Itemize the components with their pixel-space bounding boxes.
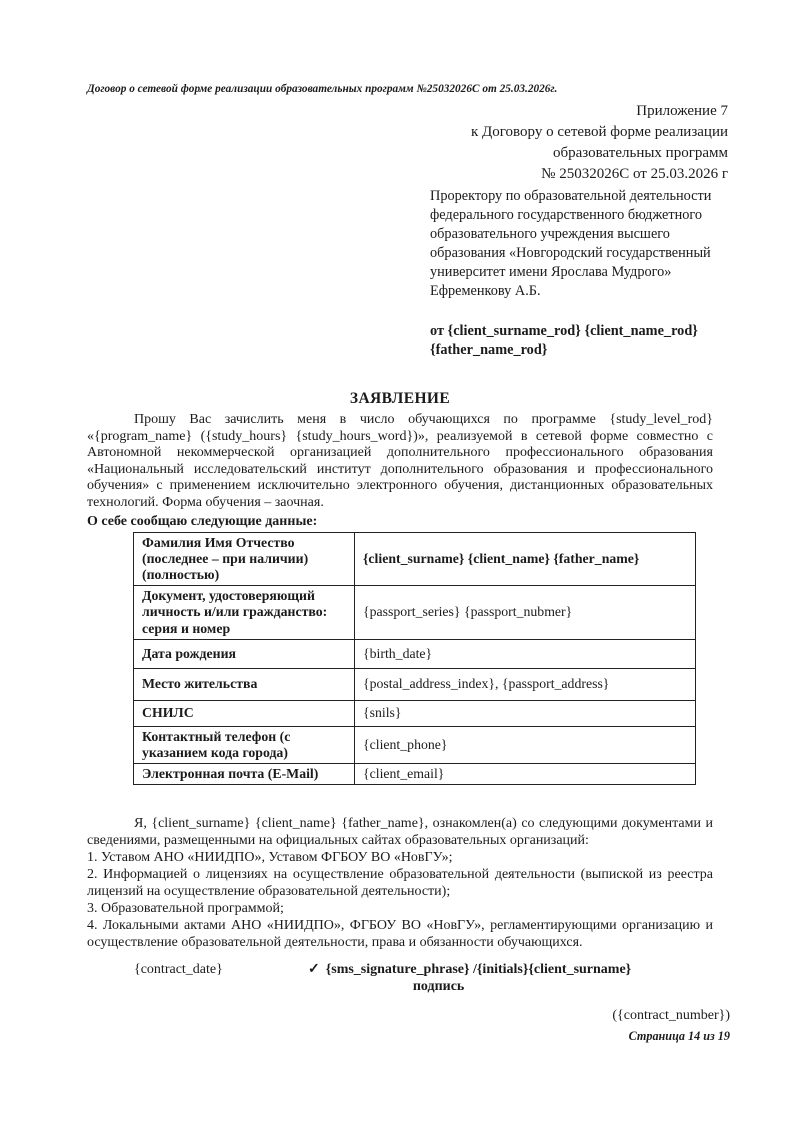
- table-row: [134, 726, 696, 763]
- table-row: [134, 764, 696, 785]
- acknowledgement-item-2: 2. Информацией о лицензиях на осуществление образовательной деятельности (выпиской из реестра лицензий на осуществление образовательной деятельности);: [87, 867, 713, 900]
- signature-block: [308, 961, 631, 995]
- table-row: [134, 532, 696, 586]
- document-title: ЗАЯВЛЕНИЕ: [349, 390, 451, 407]
- acknowledgement-intro: Я, {client_surname} {client_name} {father_name}, ознакомлен(а) со следующими документами и сведениями, размещенными на официальных сайтах образовательных организаций:: [87, 816, 713, 849]
- personal-data-table: [133, 532, 696, 786]
- checkmark-icon: ✓: [308, 962, 320, 978]
- row-label-birth-date: Дата рождения: [134, 639, 355, 668]
- row-value-email: {client_email}: [355, 764, 696, 785]
- contract-date-placeholder: {contract_date}: [134, 962, 223, 978]
- row-value-residence: {postal_address_index}, {passport_address}: [355, 668, 696, 700]
- row-value-full-name: {client_surname} {client_name} {father_name}: [355, 532, 696, 586]
- acknowledgement-section: [87, 815, 713, 951]
- addressee-block: Проректору по образовательной деятельности федерального государственного бюджетного образовательного учреждения высшего образования «Новгородский государственный университет имени Ярослава Мудрого» Ефременкову А.Б.: [430, 188, 712, 299]
- row-value-snils: {snils}: [355, 700, 696, 726]
- row-label-residence: Место жительства: [134, 668, 355, 700]
- row-label-full-name: Фамилия Имя Отчество (последнее – при наличии) (полностью): [134, 532, 355, 586]
- signature-line: [308, 961, 631, 978]
- row-label-phone: Контактный телефон (с указанием кода города): [134, 726, 355, 763]
- acknowledgement-item-3: 3. Образовательной программой;: [87, 901, 284, 917]
- table-row: [134, 586, 696, 640]
- personal-data-intro: О себе сообщаю следующие данные:: [87, 513, 318, 529]
- row-value-identity-document: {passport_series} {passport_nubmer}: [355, 586, 696, 640]
- table-row: [134, 668, 696, 700]
- acknowledgement-item-4: 4. Локальными актами АНО «НИИДПО», ФГБОУ ВО «НовГУ», регламентирующими организацию и осуществление образовательной деятельности, права и обязанности обучающихся.: [87, 918, 713, 951]
- row-label-email: Электронная почта (E-Mail): [134, 764, 355, 785]
- contract-reference-line: Договор о сетевой форме реализации образовательных программ №25032026С от 25.03.2026г.: [87, 83, 558, 95]
- request-paragraph: Прошу Вас зачислить меня в число обучающихся по программе {study_level_rod} «{program_name} ({study_hours} {study_hours_word})», реализуемой в сетевой форме совместно с Автономной некоммерческой организацией дополнительного профессионального образования «Национальный исследовательский институт дополнительного образования и профессионального обучения» с применением исключительно электронного обучения, дистанционных образовательных технологий. Форма обучения – заочная.: [87, 412, 713, 510]
- signature-row: [87, 961, 713, 995]
- appendix-line: № 25032026С от 25.03.2026 г: [541, 166, 728, 182]
- row-label-identity-document: Документ, удостоверяющий личность и/или гражданство: серия и номер: [134, 586, 355, 640]
- row-label-snils: СНИЛС: [134, 700, 355, 726]
- contract-number-placeholder: ({contract_number}): [612, 1008, 730, 1024]
- table-row: [134, 639, 696, 668]
- appendix-line: Приложение 7: [636, 103, 728, 119]
- row-value-birth-date: {birth_date}: [355, 639, 696, 668]
- signature-caption: подпись: [412, 979, 465, 995]
- table-row: [134, 700, 696, 726]
- applicant-from-line: от {client_surname_rod} {client_name_rod} {father_name_rod}: [430, 323, 698, 358]
- appendix-block: [87, 101, 728, 185]
- row-value-phone: {client_phone}: [355, 726, 696, 763]
- sms-signature-phrase: {sms_signature_phrase} /{initials}{client_surname}: [325, 962, 632, 978]
- page-number-footer: Страница 14 из 19: [628, 1029, 730, 1043]
- acknowledgement-item-1: 1. Уставом АНО «НИИДПО», Уставом ФГБОУ ВО «НовГУ»;: [87, 850, 453, 866]
- appendix-line: к Договору о сетевой форме реализации: [471, 124, 728, 140]
- appendix-line: образовательных программ: [553, 145, 728, 161]
